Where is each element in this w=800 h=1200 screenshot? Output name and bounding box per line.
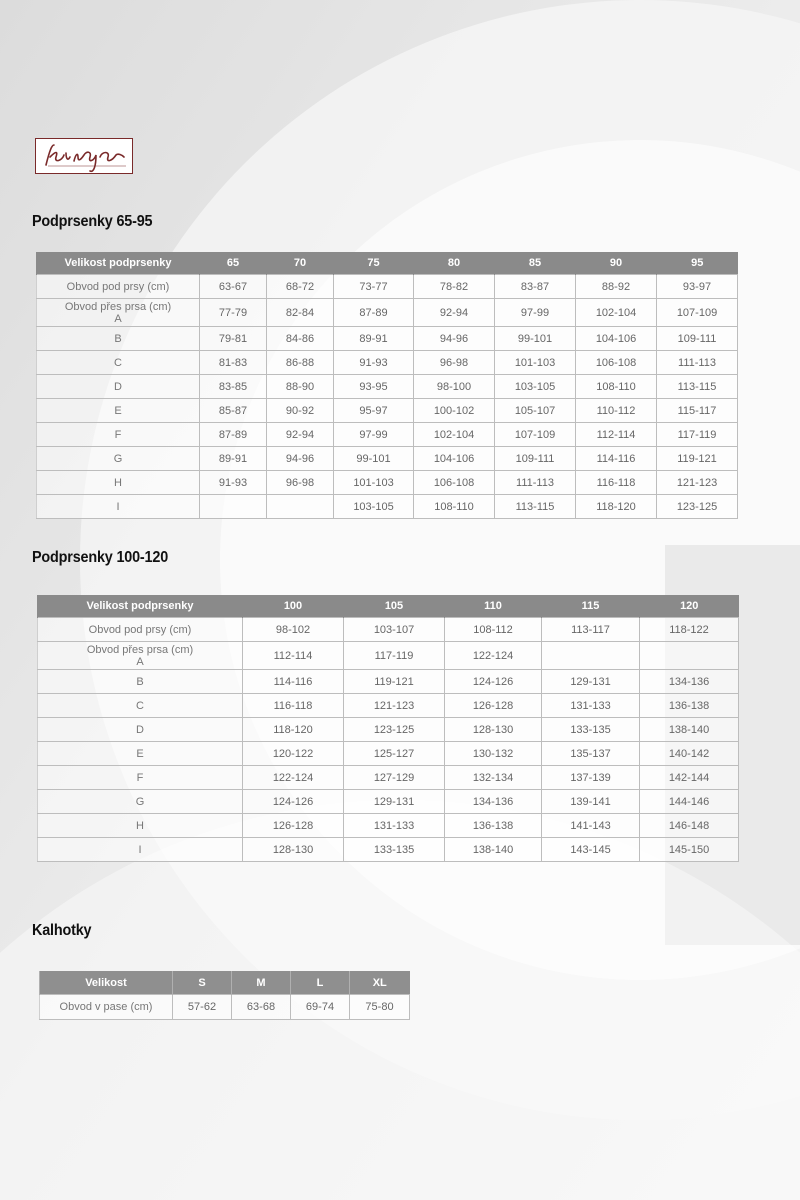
table-cell: 128-130 [445,718,542,742]
table-row [38,838,739,862]
table-cell: 142-144 [640,766,739,790]
header-size: 115 [542,595,640,618]
header-size: L [291,971,350,995]
table-cell [640,642,739,670]
table-cell: 98-102 [243,618,344,642]
table-cell: 109-111 [495,447,576,471]
row-label: Obvod v pase (cm) [40,995,173,1020]
table-row [38,718,739,742]
table-cell: 100-102 [414,399,495,423]
header-row [38,595,739,618]
table-cell: 78-82 [414,275,495,299]
header-size: 110 [445,595,542,618]
row-label: E [37,399,200,423]
table-cell: 83-85 [200,375,267,399]
table-cell: 63-68 [232,995,291,1020]
table-cell [267,495,334,519]
table-cell: 111-113 [495,471,576,495]
row-label: F [38,766,243,790]
table-cell: 87-89 [200,423,267,447]
bust-label: Obvod přes prsa (cm) [86,643,194,656]
header-size: 70 [267,252,334,275]
table-cell: 139-141 [542,790,640,814]
table-cell: 141-143 [542,814,640,838]
table-cell: 93-95 [334,375,414,399]
table-row [37,327,738,351]
table-cell: 113-115 [657,375,738,399]
table-cell: 103-105 [334,495,414,519]
header-size: M [232,971,291,995]
table-row [38,742,739,766]
table-cell: 129-131 [542,670,640,694]
table-cell [542,642,640,670]
row-label: D [37,375,200,399]
cup-label: A [114,312,122,325]
cup-label: A [136,655,144,668]
table-cell: 108-110 [576,375,657,399]
table-cell: 122-124 [243,766,344,790]
table-cell: 134-136 [640,670,739,694]
table-cell: 69-74 [291,995,350,1020]
table-cell: 79-81 [200,327,267,351]
row-label: E [38,742,243,766]
table-row [38,670,739,694]
table-cell: 98-100 [414,375,495,399]
table-cell: 83-87 [495,275,576,299]
table-cell: 144-146 [640,790,739,814]
table-cell: 75-80 [350,995,410,1020]
table-row [37,423,738,447]
row-label: H [37,471,200,495]
table-cell: 87-89 [334,299,414,327]
table-cell: 135-137 [542,742,640,766]
row-label: C [38,694,243,718]
table-cell: 108-112 [445,618,542,642]
table-cell: 115-117 [657,399,738,423]
table-cell: 138-140 [640,718,739,742]
table-cell: 145-150 [640,838,739,862]
table-cell: 103-107 [344,618,445,642]
table-row [37,399,738,423]
header-label: Velikost [40,971,173,995]
table-cell: 133-135 [542,718,640,742]
table-cell: 140-142 [640,742,739,766]
header-size: 100 [243,595,344,618]
row-label: I [38,838,243,862]
table-cell: 130-132 [445,742,542,766]
table-cell: 85-87 [200,399,267,423]
table-cell: 112-114 [243,642,344,670]
table-cell: 128-130 [243,838,344,862]
table-row [38,814,739,838]
section-title-bras-100-120: Podprsenky 100-120 [32,549,169,566]
row-label: I [37,495,200,519]
table-cell: 121-123 [657,471,738,495]
table-row [37,351,738,375]
table-cell: 118-120 [243,718,344,742]
header-size: S [173,971,232,995]
table-cell: 109-111 [657,327,738,351]
table-cell: 127-129 [344,766,445,790]
table-cell: 126-128 [243,814,344,838]
table-cell: 124-126 [243,790,344,814]
table-cell: 97-99 [334,423,414,447]
table-cell: 118-122 [640,618,739,642]
table-row [38,694,739,718]
row-label: B [37,327,200,351]
table-cell: 107-109 [495,423,576,447]
table-cell: 117-119 [344,642,445,670]
table-cell: 120-122 [243,742,344,766]
table-cell: 119-121 [657,447,738,471]
table-cell: 118-120 [576,495,657,519]
table-cell: 92-94 [267,423,334,447]
row-label: G [37,447,200,471]
size-table-panties [39,971,410,1020]
table-cell: 106-108 [576,351,657,375]
table-cell: 101-103 [334,471,414,495]
table-cell: 126-128 [445,694,542,718]
row-label [37,299,200,327]
table-cell: 97-99 [495,299,576,327]
table-cell: 110-112 [576,399,657,423]
table-cell: 112-114 [576,423,657,447]
table-cell: 116-118 [576,471,657,495]
header-size: 65 [200,252,267,275]
table-cell: 131-133 [542,694,640,718]
table-cell: 133-135 [344,838,445,862]
table-row [37,299,738,327]
table-cell: 132-134 [445,766,542,790]
header-label: Velikost podprsenky [38,595,243,618]
table-row [38,642,739,670]
table-cell: 96-98 [414,351,495,375]
table-cell: 94-96 [267,447,334,471]
table-cell: 88-90 [267,375,334,399]
table-cell: 101-103 [495,351,576,375]
table-cell: 81-83 [200,351,267,375]
table-cell: 86-88 [267,351,334,375]
size-table-bras-65-95 [36,252,738,519]
bust-label: Obvod přes prsa (cm) [64,300,172,313]
table-cell: 131-133 [344,814,445,838]
table-cell: 123-125 [657,495,738,519]
row-label: B [38,670,243,694]
table-cell: 137-139 [542,766,640,790]
table-row [37,375,738,399]
row-label: Obvod pod prsy (cm) [37,275,200,299]
table-cell: 84-86 [267,327,334,351]
table-cell: 92-94 [414,299,495,327]
row-label: C [37,351,200,375]
table-row [37,447,738,471]
table-cell: 77-79 [200,299,267,327]
table-cell: 116-118 [243,694,344,718]
table-cell: 107-109 [657,299,738,327]
table-cell: 105-107 [495,399,576,423]
table-cell: 99-101 [495,327,576,351]
row-label: G [38,790,243,814]
table-cell: 89-91 [334,327,414,351]
header-size: XL [350,971,410,995]
section-title-panties: Kalhotky [32,922,92,939]
header-label: Velikost podprsenky [37,252,200,275]
table-cell: 82-84 [267,299,334,327]
table-cell: 90-92 [267,399,334,423]
table-cell: 125-127 [344,742,445,766]
table-cell: 123-125 [344,718,445,742]
table-cell: 136-138 [445,814,542,838]
table-cell: 121-123 [344,694,445,718]
table-cell: 111-113 [657,351,738,375]
header-size: 120 [640,595,739,618]
row-label: H [38,814,243,838]
row-label [38,642,243,670]
table-cell: 108-110 [414,495,495,519]
table-row [40,995,410,1020]
header-row [37,252,738,275]
table-cell: 143-145 [542,838,640,862]
table-cell: 91-93 [200,471,267,495]
table-cell: 73-77 [334,275,414,299]
header-size: 85 [495,252,576,275]
header-size: 105 [344,595,445,618]
table-row [37,471,738,495]
row-label: D [38,718,243,742]
table-cell: 113-115 [495,495,576,519]
table-cell [200,495,267,519]
header-row [40,971,410,995]
table-cell: 136-138 [640,694,739,718]
table-cell: 113-117 [542,618,640,642]
table-cell: 117-119 [657,423,738,447]
table-row [38,618,739,642]
brand-logo [35,138,133,174]
table-cell: 104-106 [576,327,657,351]
table-cell: 94-96 [414,327,495,351]
table-cell: 146-148 [640,814,739,838]
row-label: Obvod pod prsy (cm) [38,618,243,642]
table-cell: 102-104 [576,299,657,327]
table-cell: 119-121 [344,670,445,694]
table-cell: 88-92 [576,275,657,299]
table-row [37,275,738,299]
table-cell: 99-101 [334,447,414,471]
table-cell: 95-97 [334,399,414,423]
table-cell: 138-140 [445,838,542,862]
header-size: 80 [414,252,495,275]
table-cell: 96-98 [267,471,334,495]
table-cell: 102-104 [414,423,495,447]
table-cell: 91-93 [334,351,414,375]
header-size: 95 [657,252,738,275]
section-title-bras-65-95: Podprsenky 65-95 [32,213,153,230]
table-cell: 104-106 [414,447,495,471]
table-cell: 124-126 [445,670,542,694]
size-table-bras-100-120 [37,595,739,862]
table-cell: 114-116 [576,447,657,471]
table-cell: 134-136 [445,790,542,814]
table-cell: 129-131 [344,790,445,814]
table-cell: 114-116 [243,670,344,694]
table-row [37,495,738,519]
table-cell: 93-97 [657,275,738,299]
table-cell: 106-108 [414,471,495,495]
table-cell: 122-124 [445,642,542,670]
header-size: 90 [576,252,657,275]
header-size: 75 [334,252,414,275]
table-cell: 57-62 [173,995,232,1020]
table-cell: 68-72 [267,275,334,299]
table-cell: 103-105 [495,375,576,399]
row-label: F [37,423,200,447]
table-cell: 89-91 [200,447,267,471]
table-row [38,790,739,814]
table-cell: 63-67 [200,275,267,299]
table-row [38,766,739,790]
